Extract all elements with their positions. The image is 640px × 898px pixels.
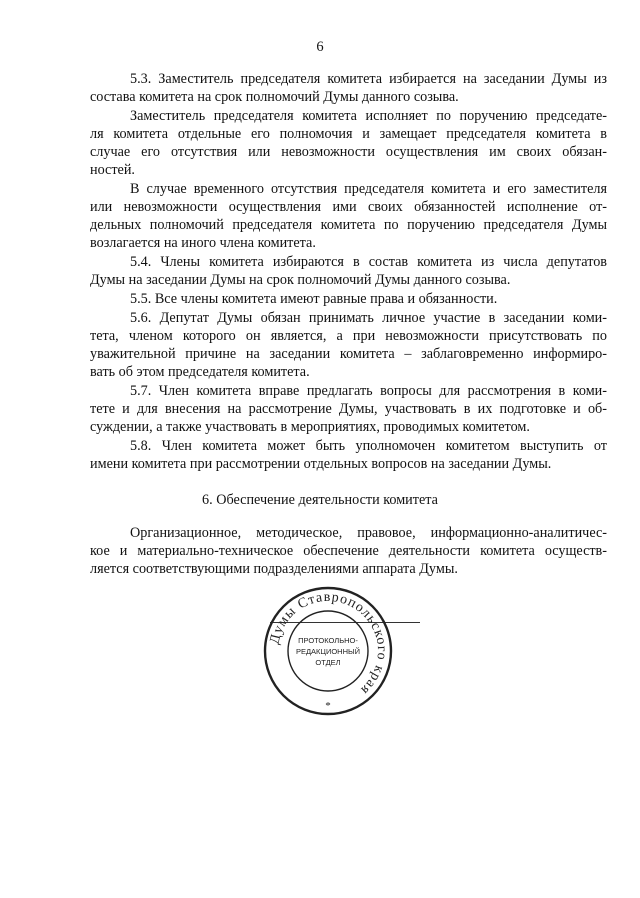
text-line: Организационное, методическое, правовое, информационно-аналитичес-	[130, 525, 607, 541]
text-line: возлагается на иного члена комитета.	[90, 235, 316, 251]
text-line: ляется соответствующими подразделениями аппарата Думы.	[90, 561, 458, 577]
page-number: 6	[316, 39, 324, 55]
text-line: 5.4. Члены комитета избираются в состав комитета из числа депутатов	[130, 254, 607, 270]
text-line: 5.7. Член комитета вправе предлагать вопросы для рассмотрения в коми-	[130, 383, 607, 399]
official-stamp	[262, 585, 394, 717]
stamp-line-2: РЕДАКЦИОННЫЙ	[295, 647, 361, 656]
stamp-star-icon: *	[325, 700, 331, 712]
text-line: 5.5. Все члены комитета имеют равные права и обязанности.	[130, 291, 498, 307]
text-line: 5.8. Член комитета может быть уполномочен комитетом выступить от	[130, 438, 607, 454]
text-line: или невозможности осуществления ими своих обязанностей исполнение от-	[90, 199, 607, 215]
text-line: Думы на заседании Думы на срок полномочий Думы данного созыва.	[90, 272, 511, 288]
text-line: тете и для внесения на рассмотрение Думы, участвовать в их подготовке и об-	[90, 401, 607, 417]
text-line: случае его отсутствия или невозможности осуществления им своих обязан-	[90, 144, 607, 160]
stamp-icon	[262, 585, 394, 717]
text-line: вать об этом председателя комитета.	[90, 364, 310, 380]
stamp-line-1: ПРОТОКОЛЬНО-	[298, 636, 358, 645]
text-line: 5.3. Заместитель председателя комитета избирается на заседании Думы из	[130, 71, 607, 87]
stamp-line-3: ОТДЕЛ	[315, 658, 341, 667]
stamp-outer-text: Думы Ставропольского края	[267, 589, 390, 698]
text-line: состава комитета на срок полномочий Думы данного созыва.	[90, 89, 459, 105]
text-line: ля комитета отдельные его полномочия и замещает председателя комитета в	[90, 126, 607, 142]
text-line: уважительной причине на заседании комитета – заблаговременно информиро-	[90, 346, 607, 362]
text-line: суждении, а также участвовать в мероприятиях, проводимых комитетом.	[90, 419, 530, 435]
text-line: 5.6. Депутат Думы обязан принимать личное участие в заседании коми-	[130, 310, 607, 326]
section-heading: 6. Обеспечение деятельности комитета	[202, 492, 438, 508]
text-line: имени комитета при рассмотрении отдельных вопросов на заседании Думы.	[90, 456, 552, 472]
text-line: ностей.	[90, 162, 135, 178]
text-line: тета, членом которого он является, а при невозможности присутствовать по	[90, 328, 607, 344]
text-line: дельных полномочий председателя комитета по поручению председателя Думы	[90, 217, 607, 233]
text-line: кое и материально-техническое обеспечение деятельности комитета осуществ-	[90, 543, 607, 559]
text-line: Заместитель председателя комитета исполняет по поручению председате-	[130, 108, 607, 124]
text-line: В случае временного отсутствия председателя комитета и его заместителя	[130, 181, 607, 197]
